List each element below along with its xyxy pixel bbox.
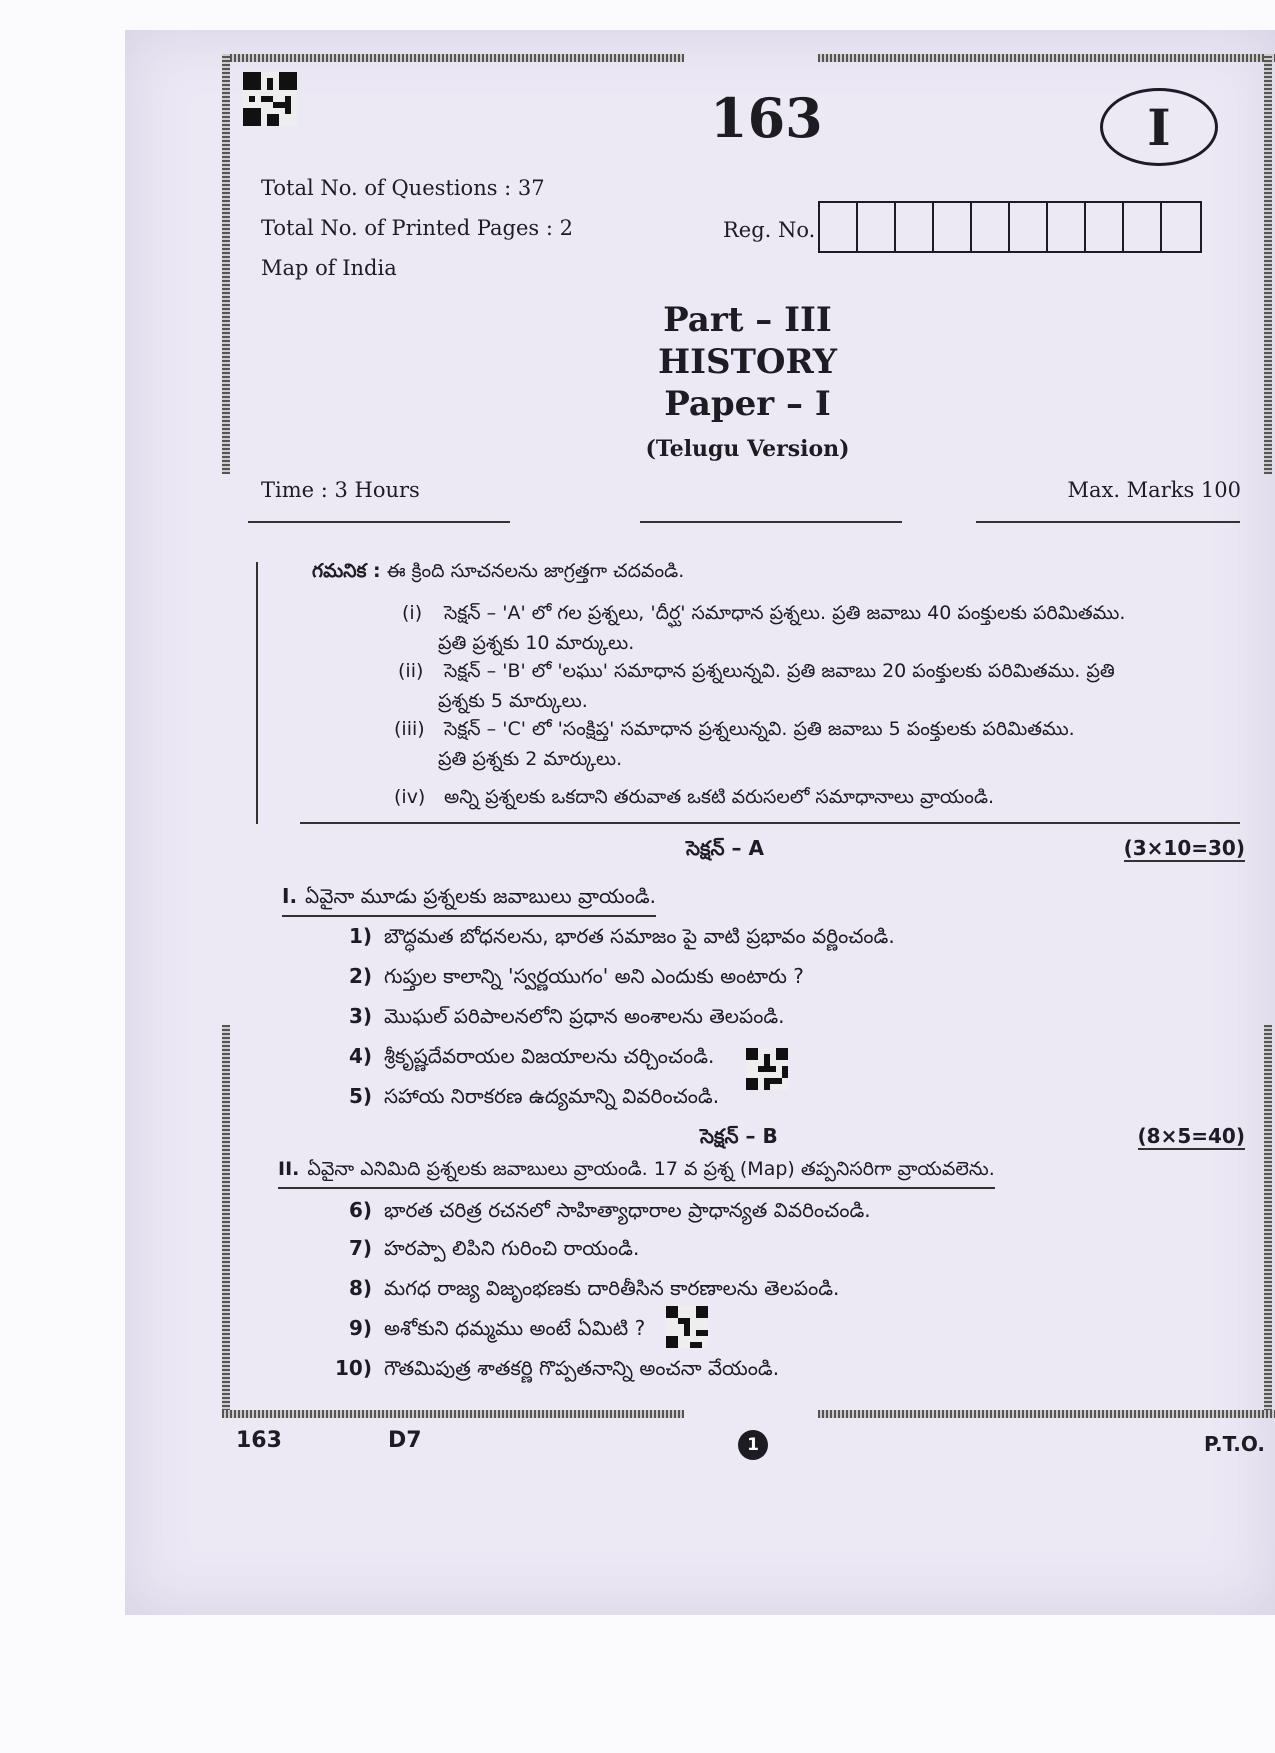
reg-no-box[interactable] (820, 203, 858, 251)
question-number: 1) (348, 924, 372, 948)
reg-no-box[interactable] (858, 203, 896, 251)
border-decoration (818, 54, 1275, 62)
page-number (738, 1430, 768, 1460)
section-a-instruction-text: ఏవైనా మూడు ప్రశ్నలకు జవాబులు వ్రాయండి. (305, 884, 656, 908)
question-text: గుప్తుల కాలాన్ని 'స్వర్ణయుగం' అని ఎందుకు అంటారు ? (384, 964, 804, 988)
instruction-item (394, 782, 994, 812)
instructions-label: గమనిక : (312, 560, 381, 582)
part-title: Part – III (663, 300, 832, 340)
instruction-item (394, 714, 1075, 744)
reg-no-box[interactable] (1010, 203, 1048, 251)
section-b-instruction-text: ఏవైనా ఎనిమిది ప్రశ్నలకు జవాబులు వ్రాయండి. 17 వ ప్రశ్న (Map) తప్పనిసరిగా వ్రాయవలెను. (307, 1158, 995, 1180)
question-number: 2) (348, 964, 372, 988)
instruction-item-cont: ప్రతి ప్రశ్నకు 2 మార్కులు. (438, 748, 623, 770)
reg-no-box[interactable] (1048, 203, 1086, 251)
reg-no-box[interactable] (1086, 203, 1124, 251)
total-pages: Total No. of Printed Pages : 2 (261, 216, 573, 240)
border-decoration (1264, 1025, 1272, 1415)
paper-title: Paper – I (664, 384, 831, 424)
instruction-line: సెక్షన్ – 'A' లో గల ప్రశ్నలు, 'దీర్ఘ' సమాధాన ప్రశ్నలు. ప్రతి జవాబు 40 పంక్తులకు పరిమితము. (444, 602, 1126, 624)
version-mark-text: I (1147, 97, 1171, 157)
subject-title: HISTORY (658, 342, 837, 382)
reg-no-box[interactable] (1124, 203, 1162, 251)
instructions-margin-line (256, 562, 258, 824)
question (328, 924, 895, 953)
reg-no-box[interactable] (972, 203, 1010, 251)
question-text: శ్రీకృష్ణదేవరాయల విజయాలను చర్చించండి. (384, 1044, 715, 1068)
question-text: సహాయ నిరాకరణ ఉద్యమాన్ని వివరించండి. (384, 1084, 720, 1108)
question-number: 8) (348, 1276, 372, 1300)
divider (300, 822, 1240, 824)
question (328, 1004, 785, 1033)
reg-no-box[interactable] (934, 203, 972, 251)
exam-time: Time : 3 Hours (261, 478, 420, 502)
reg-no-label: Reg. No. (723, 218, 816, 242)
question-text: గౌతమిపుత్ర శాతకర్ణి గొప్పతనాన్ని అంచనా వేయండి. (384, 1356, 780, 1380)
border-decoration (818, 1410, 1275, 1418)
question-number: 3) (348, 1004, 372, 1028)
instruction-num: (i) (402, 602, 423, 624)
total-questions: Total No. of Questions : 37 (261, 176, 545, 200)
pto-label: P.T.O. (1204, 1432, 1265, 1456)
version-title: (Telugu Version) (645, 436, 850, 462)
instructions-intro: ఈ క్రింది సూచనలను జాగ్రత్తగా చదవండి. (386, 560, 685, 582)
section-b-marks: (8×5=40) (1137, 1124, 1245, 1148)
question-text: భారత చరిత్ర రచనలో సాహిత్యాధారాల ప్రాధాన్యత వివరించండి. (384, 1198, 871, 1222)
paper-code: 163 (710, 86, 823, 150)
question-number: 10) (335, 1356, 372, 1380)
reg-no-box[interactable] (1162, 203, 1200, 251)
question-number: 9) (348, 1316, 372, 1340)
version-mark (1100, 88, 1218, 166)
qr-code-icon (746, 1048, 788, 1090)
border-decoration (222, 54, 684, 62)
question-text: అశోకుని ధమ్మము అంటే ఏమిటి ? (384, 1316, 646, 1340)
instruction-num: (ii) (398, 660, 424, 682)
section-a-heading: సెక్షన్ – A (686, 836, 764, 860)
instruction-line: సెక్షన్ – 'C' లో 'సంక్షిప్త' సమాధాన ప్రశ్నలున్నవి. ప్రతి జవాబు 5 పంక్తులకు పరిమితము. (444, 718, 1075, 740)
instruction-num: (iii) (394, 718, 425, 740)
section-b-heading: సెక్షన్ – B (700, 1124, 778, 1148)
question-text: బౌద్ధమత బోధనలను, భారత సమాజం పై వాటి ప్రభావం వర్ణించండి. (384, 924, 895, 948)
instruction-line: అన్ని ప్రశ్నలకు ఒకదాని తరువాత ఒకటి వరుసలలో సమాధానాలు వ్రాయండి. (444, 786, 995, 808)
question (328, 964, 804, 993)
instructions-header (312, 556, 684, 586)
qr-code-icon (666, 1306, 708, 1348)
border-decoration (222, 54, 230, 474)
instruction-num: (iv) (394, 786, 426, 808)
page-number-text: 1 (747, 1435, 759, 1455)
question-number: 4) (348, 1044, 372, 1068)
section-a-roman: I. (282, 884, 298, 908)
question (328, 1316, 645, 1345)
footer-set-code: D7 (388, 1428, 422, 1453)
border-decoration (222, 1410, 684, 1418)
map-note: Map of India (261, 256, 397, 280)
footer-paper-code: 163 (236, 1428, 282, 1453)
question (328, 1044, 714, 1073)
instruction-item-cont: ప్రతి ప్రశ్నకు 10 మార్కులు. (438, 632, 635, 654)
section-a-instruction (282, 884, 656, 917)
question (328, 1084, 719, 1113)
instruction-item (398, 656, 1115, 686)
instruction-line: సెక్షన్ – 'B' లో 'లఘు' సమాధాన ప్రశ్నలున్నవి. ప్రతి జవాబు 20 పంక్తులకు పరిమితము. ప్రతి (444, 660, 1115, 682)
section-b-instruction (278, 1158, 995, 1189)
question-text: హరప్పా లిపిని గురించి రాయండి. (384, 1236, 640, 1260)
instruction-item-cont: ప్రశ్నకు 5 మార్కులు. (438, 690, 588, 712)
instruction-item (402, 598, 1125, 628)
question-number: 5) (348, 1084, 372, 1108)
border-decoration (1264, 54, 1272, 474)
border-decoration (222, 1025, 230, 1415)
question (328, 1198, 871, 1227)
question (328, 1356, 779, 1385)
qr-code-icon (243, 72, 297, 126)
max-marks: Max. Marks 100 (1067, 478, 1241, 502)
question (328, 1236, 639, 1265)
divider (640, 521, 902, 523)
reg-no-boxes[interactable] (818, 201, 1202, 253)
section-a-marks: (3×10=30) (1123, 836, 1245, 860)
question-text: మొఘల్ పరిపాలనలోని ప్రధాన అంశాలను తెలపండి. (384, 1004, 785, 1028)
question (328, 1276, 839, 1305)
question-text: మగధ రాజ్య విజృంభణకు దారితీసిన కారణాలను తెలపండి. (384, 1276, 840, 1300)
question-number: 7) (348, 1236, 372, 1260)
divider (976, 521, 1240, 523)
section-b-roman: II. (278, 1158, 300, 1180)
question-number: 6) (348, 1198, 372, 1222)
reg-no-box[interactable] (896, 203, 934, 251)
divider (248, 521, 510, 523)
